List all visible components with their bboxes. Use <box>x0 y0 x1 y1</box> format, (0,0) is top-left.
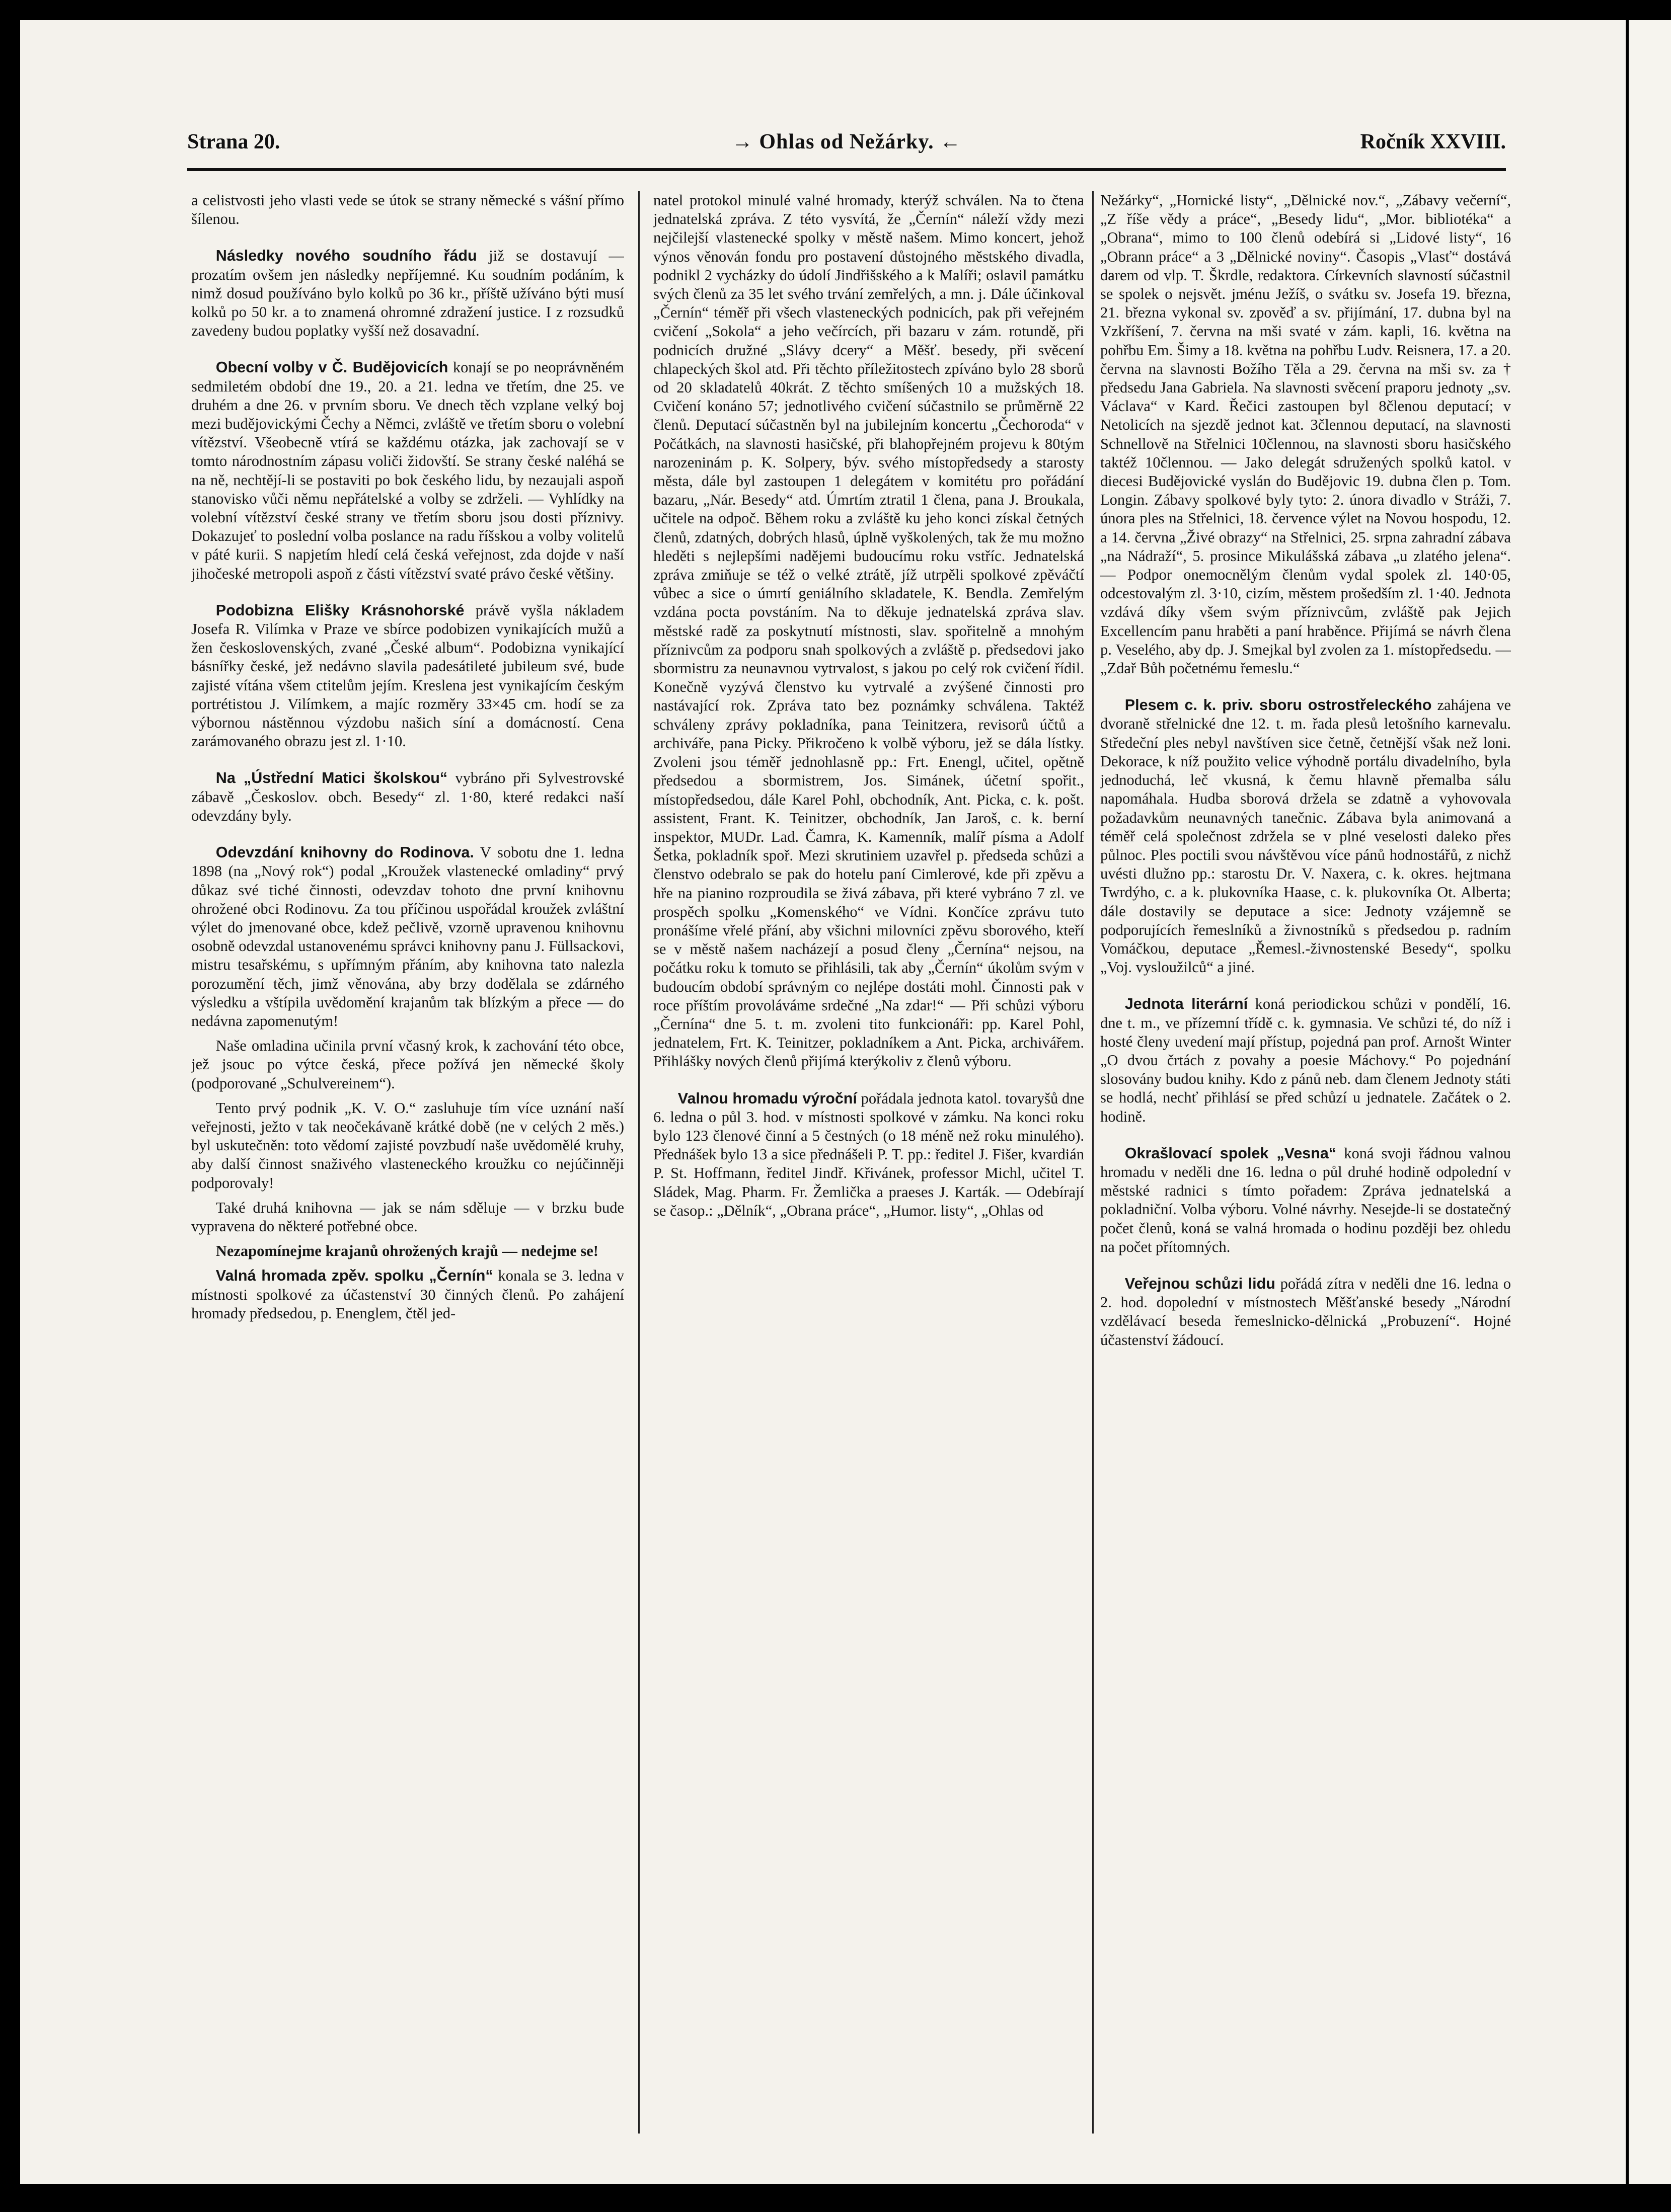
article-body: konala se 3. ledna v místnosti spolkové za účastenství 30 činných členů. Po zahájení hromady předsedou, p. Enenglem, čtěl jed- <box>191 1267 624 1322</box>
article-text: a celistvosti jeho vlasti vede se útok se strany německé s vášní přímo šílenou. <box>191 192 624 228</box>
article-body: koná periodickou schůzi v pondělí, 16. dne t. m., ve přízemní třídě c. k. gymnasia. Ve schůzi té, do níž i hosté členy uvedení mají přístup, pojedná pan prof. Arnošt Winter „O dvou črtách z povahy a poesie Máchovy.“ Po pojednání slosovány budou knihy. Kdo z pánů neb. dam členem Jednoty státi se hodlá, nechť přihlásí se před schůzí u jednatele. Začátek o 2. hodině. <box>1100 995 1511 1125</box>
article <box>1100 696 1511 977</box>
article <box>191 601 624 751</box>
article-headline: Odevzdání knihovny do Rodinova. <box>215 844 474 861</box>
column-2 <box>653 191 1084 2144</box>
article <box>191 247 624 340</box>
article-headline: Veřejnou schůzi lidu <box>1124 1275 1275 1292</box>
column-3 <box>1100 191 1511 2144</box>
article-headline: Plesem c. k. priv. sboru ostrostřeleckého <box>1124 696 1432 714</box>
article-headline: Valnou hromadu výroční <box>677 1089 857 1107</box>
article-headline: Obecní volby v Č. Budějovicích <box>215 359 448 376</box>
article-headline: Následky nového soudního řádu <box>215 247 477 265</box>
column-divider <box>1092 191 1094 2134</box>
article-headline: Valná hromada zpěv. spolku „Černín“ <box>215 1267 493 1285</box>
article <box>191 769 624 825</box>
article <box>191 843 624 1031</box>
article <box>191 358 624 583</box>
article-body: zahájena ve dvoraně střelnické dne 12. t. m. řada plesů letošního karnevalu. Středeční ples nebyl navštíven sice četně, četnější však než loni. Dekorace, k níž použito velice výhodně portálu divadelního, byla jednoduchá, leč vkusná, k čemu hlavně přemalba sálu napomáhala. Hudba sborová držela se zdatně a vyhovovala požadavkům neunavných tanečnic. Zábava byla animovaná a téměř celá společnost zdržela se v plné veselosti daleko přes půlnoc. Ples poctili svou návštěvou více pánů hodnostářů, z nichž uvésti dlužno pp.: starostu Dr. V. Naxera, c. k. okres. hejtmana Twrdýho, c. a k. plukovníka Haase, c. k. plukovníka Ot. Alberta; dále dostavily se deputace a sice: Jednoty vzájemně se podporujících řemeslníků a živnostníků s předsedou p. radním Vomáčkou, deputace „Řemesl.-živnostenské Besedy“, spolku „Voj. vysloužilců“ a jiné. <box>1100 696 1511 976</box>
header-rule <box>187 168 1506 171</box>
column-divider <box>638 191 640 2134</box>
article-text: Naše omladina učinila první včasný krok, k zachování této obce, jež jsouc po výtce česká, přece požívá jen německé školy (podporované „Schulvereinem“). <box>191 1037 624 1092</box>
article-body: konají se po neoprávněném sedmiletém období dne 19., 20. a 21. ledna ve třetím, dne 25. ve druhém a dne 26. v prvním sboru. Ve dnech těch vzplane velký boj mezi budějovickými Čechy a Němci, zvláště ve třetím sboru o volební vítězství. Všeobecně vtírá se každému otázka, jak zachovají se v tomto národnostním zápasu voliči židovští. Se strany české naléhá se na ně, nechtějí-li se postaviti po bok českého lidu, by nezaujali aspoň stanovisko vůči němu nepřátelské a volby se zdrželi. — Vyhlídky na volební vítězství české strany ve třetím sboru jsou dosti příznivy. Dokazujeť to poslední volba poslance na radu říšskou a volby volitelů v páté kurii. S napjetím hledí celá česká veřejnost, zda dojde v naší jihočeské metropoli aspoň z části vítězství svaté právo české většiny. <box>191 359 624 582</box>
volume-number: Ročník XXVIII. <box>1360 130 1506 153</box>
masthead-title: → Ohlas od Nežárky. ← <box>731 130 962 153</box>
next-page-edge <box>1629 20 1671 2184</box>
article-text: Nezapomínejme krajanů ohrožených krajů — nedejme se! <box>215 1242 598 1260</box>
article-text: Tento prvý podnik „K. V. O.“ zasluhuje tím více uznání naší veřejnosti, ježto v tak neočekávaně krátké době (ne v celých 2 měs.) byl uskutečněn: toto vědomí zajisté povzbudí naše uvědomělé kruhy, aby další činnost snaživého vlasteneckého kroužku co nejúčinněji podporovaly! <box>191 1099 624 1192</box>
article-text: Také druhá knihovna — jak se nám sděluje — v brzku bude vypravena do některé potřebné obce. <box>191 1199 624 1235</box>
running-header <box>187 130 1506 160</box>
article <box>1100 1144 1511 1256</box>
article <box>1100 995 1511 1126</box>
article-body: pořádala jednota katol. tovaryšů dne 6. ledna o půl 3. hod. v místnosti spolkové v zámku. Na konci roku bylo 123 členové činní a 5 čestných (o 18 méně než roku minulého). Přednášek bylo 13 a sice přednášeli P. T. pp.: ředitel J. Fišer, kvardián P. St. Hoffmann, ředitel Jindř. Křivánek, professor Michl, učitel T. Sládek, Mag. Pharm. Fr. Žemlička a praeses J. Karták. — Odebírají se časop.: „Dělník“, „Obrana práce“, „Humor. listy“, „Ohlas od <box>653 1089 1084 1219</box>
page-number: Strana 20. <box>187 130 280 153</box>
article-body: právě vyšla nákladem Josefa R. Vilímka v Praze ve sbírce podobizen vynikajících mužů a žen československých, zvané „České album“. Podobizna vynikající básnířky české, jež nedávno slavila padesátileté jubileum své, bude zajisté vítána všem ctitelům jejím. Kreslena jest vynikajícím českým portrétistou J. Vilímkem, a majíc rozměry 33×45 cm. hodí se za výbornou nástěnnou výzdobu našich síní a domácností. Cena zarámovaného obrazu jest zl. 1·10. <box>191 601 624 750</box>
article-text: natel protokol minulé valné hromady, kterýž schválen. Na to čtena jednatelská zpráva. Z této vysvítá, že „Černín“ náleží vždy mezi nejčilejší vlastenecké spolky v městě našem. Mimo koncert, jehož výnos věnován fondu pro postavení důstojného městského divadla, podnikl 2 vycházky do údolí Jindřišského a k Malíři; oslavil památku svých členů za 35 let svého trvání zemřelých, a mn. j. Dále účinkoval „Černín“ téměř při všech vlasteneckých podnicích, pak při veřejném cvičení „Sokola“ a jeho večírcích, při bazaru v zám. rotundě, při podnicích družné „Slávy dcery“ a Měšť. besedy, při svěcení chlapeckých škol atd. Při těchto příležitostech zpíváno bylo 28 sborů od 20 skladatelů 40krát. Z těchto smíšených 10 a mužských 18. Cvičení konáno 57; jednotlivého cvičení súčastnilo se průměrně 22 členů. Deputací súčastněn byl na jubilejním koncertu „Čechoroda“ v Počátkách, na slavnosti hasičské, při blahopřejném projevu k 80tým narozeninám p. K. Solpery, býv. svého místopředsedy a starosty města, dále byl zastoupen 1 delegátem v komitétu pro pořádání bazaru, „Nár. Besedy“ atd. Úmrtím ztratil 1 člena, pana J. Broukala, učitele na odpoč. Během roku a zvláště ku jeho konci získal četných členů, zdatných, dobrých hlasů, úplně vyškolených, tak že mu možno hleděti s nejlepšími nadějemi budoucímu roku vstříc. Jednatelská zpráva zmiňuje se též o velké ztrátě, jíž utrpěli spolkové zpěváčtí vůbec a sice o úmrtí geniálního skladatele, K. Bendla. Zemřelým vzdána pocta povstáním. Na to děkuje jednatelská zpráva slav. městské radě za poskytnutí místnosti, slav. spořitelně a mnohým příznivcům za podporu snah spolkových a zvláště p. předsedovi jako sbormistru za neunavnou vytrvalost, s jakou po celý rok cvičení řídil. Konečně vyzývá členstvo ku vytrvalé a zvýšené činnosti pro nastávající rok. Zpráva tato bez poznámky schválena. Taktéž schváleny zprávy pokladníka, pana Teinitzera, revisorů účtů a archiváře, pana Picky. Přikročeno k volbě výboru, jež se dála lístky. Zvoleni jsou téměř jednohlasně pp.: Frt. Enengl, učitel, opětně předsedou a sbormistrem, Jos. Simánek, účetní spořit., místopředsedou, dále Karel Pohl, obchodník, Ant. Picka, c. k. pošt. assistent, Frant. K. Teinitzer, obchodník, Jan Jaroš, c. k. berní inspektor, MUDr. Lad. Čamra, K. Kamenník, malíř písma a Adolf Šetka, pokladník spoř. Mezi skrutiniem uzavřel p. předseda schůzi a členstvo odebralo se pak do hotelu paní Cimlerové, kde při zpěvu a hře na pianino rozproudila se živá zábava, při které vybráno 7 zl. ve prospěch spolku „Komenského“ ve Vídni. Končíce zprávu tuto pronášíme vřelé přání, aby všichni milovníci zpěvu sborového, kteří se v městě našem nacházejí a posud členy „Černína“ nejsou, na počátku roku k tomuto se přihlásili, tak aby „Černín“ úkolům svým v budoucím období správným co nejlépe dostáti mohl. Činnosti pak v roce příštím provoláváme srdečné „Na zdar!“ — Při schůzi výboru „Černína“ dne 5. t. m. zvoleni tito funkcionáři: pp. Karel Pohl, jednatelem, Frt. K. Teinitzer, pokladníkem a Ant. Picka, archivářem. Přihlášky nových členů přijímá kterýkoliv z členů výboru. <box>653 192 1084 1070</box>
column-1 <box>191 191 624 2144</box>
article <box>653 1089 1084 1220</box>
article-body: pořádá zítra v neděli dne 16. ledna o 2. hod. dopolední v místnostech Měšťanské besedy „Národní vzdělávací beseda řemeslnicko-dělnická „Probuzení“. Hojné účastenství žádoucí. <box>1100 1275 1511 1349</box>
article-headline: Na „Ústřední Matici školskou“ <box>215 769 448 787</box>
article-headline: Jednota literární <box>1124 995 1248 1013</box>
article-body: vybráno při Sylvestrovské zábavě „Českoslov. obch. Besedy“ zl. 1·80, které redakci naší odevzdány byly. <box>191 769 624 824</box>
article-body: již se dostavují — prozatím ovšem jen následky nepříjemné. Ku soudním podáním, k nimž dosud používáno bylo kolků po 36 kr., příště užíváno býti musí kolků po 50 kr. a to znamená ohromné zdražení justice. I z rozsudků zavedeny budou poplatky vyšší než dosavadní. <box>191 247 624 340</box>
article-body: V sobotu dne 1. ledna 1898 (na „Nový rok“) podal „Kroužek vlastenecké omladiny“ prvý důkaz své tiché činnosti, odevzdav tohoto dne první knihovnu ohrožené obci Rodinovu. Za tou příčinou uspořádal kroužek zvláštní výlet do jmenované obce, kdež pečlivě, vzorně upravenou knihovnu osobně odevzdal ustanovenému správci knihovny panu J. Füllsackovi, mistru tesařskému, s upřímným přáním, aby knihovna tato nalezla porozumění těch, jimž věnována, aby brzy dodělala se zdárného výsledku a vštípila uvědomění krajanům tak blízkým a přece — do nedávna zapomenutým! <box>191 844 624 1030</box>
article-body: koná svoji řádnou valnou hromadu v neděli dne 16. ledna o půl druhé hodině odpolední v městské radnici s tímto pořadem: Zpráva jednatelská a pokladniční. Volba výboru. Volné návrhy. Nesejde-li se dostatečný počet členů, koná se valná hromada o hodinu později bez ohledu na počet přítomných. <box>1100 1144 1511 1255</box>
article-text: Nežárky“, „Hornické listy“, „Dělnické nov.“, „Zábavy večerní“, „Z říše vědy a práce“, „Besedy lidu“, „Mor. bibliotéka“ a „Obrana“, mimo to 100 členů odebírá si „Lidové listy“, 16 „Obrann práce“ a 3 „Dělnické noviny“. Časopis „Vlasť“ dostává darem od vlp. T. Škrdle, redaktora. Církevních slavností súčastnil se spolek o nejsvět. jménu Ježíš, o svátku sv. Josefa 19. března, 21. března vykonal sv. zpověď a sv. přijímání, 17. dubna byl na Vzkříšení, 7. června na mši svaté v zám. kapli, 16. května na pohřbu Em. Šimy a 18. května na pohřbu Ludv. Reisnera, 17. a 20. června na slavnosti Božího Těla a 29. června na mši sv. za † předsedu Jana Gabriela. Na slavnosti svěcení praporu jednoty „sv. Václava“ v Kard. Řečici zastoupen byl 8členou deputací; v Netolicích na sjezdě jednot kat. 3člennou deputací, na slavnosti Schnellově na Střelnici 10člennou, na slavnosti sboru hasičského taktéž 10člennou. — Jako delegát sdružených spolků katol. v diecesi Budějovické vyslán do Budějovic 19. dubna člen p. Tom. Longin. Zábavy spolkové byly tyto: 2. února divadlo v Stráži, 7. února ples na Střelnici, 18. července výlet na Novou hospodu, 12. a 14. června „Živé obrazy“ na Střelnici, 25. srpna zahradní zábava „na Nádraží“, 5. prosince Mikulášská zábava „u zlatého jelena“. — Podpor onemocnělým členům vydal spolek zl. 140·05, odcestovalým zl. 3·10, cizím, městem prošedším zl. 1·40. Jednota vzdává díky všem svým příznivcům, zvláště pak Jejich Excellencím panu hraběti a paní hraběnce. Přijímá se návrh člena p. Veselého, aby dp. J. Smejkal byl zvolen za 1. místopředsedu. — „Zdař Bůh početnému řemeslu.“ <box>1100 192 1511 677</box>
article <box>191 1267 624 1323</box>
article-headline: Okrašlovací spolek „Vesna“ <box>1124 1144 1337 1162</box>
article <box>1100 1275 1511 1350</box>
article-headline: Podobizna Elišky Krásnohorské <box>215 601 465 619</box>
